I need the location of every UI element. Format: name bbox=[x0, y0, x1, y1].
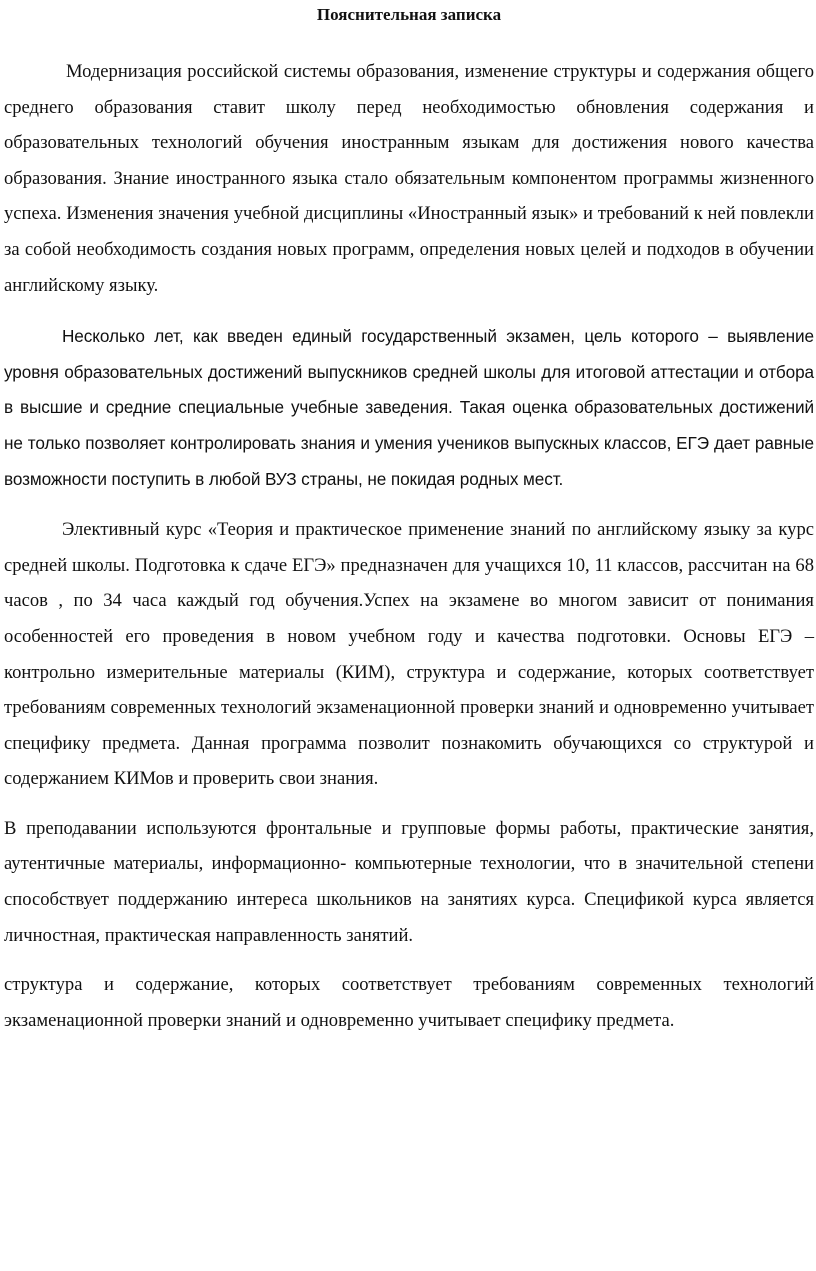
paragraph-modernization: Модернизация российской системы образования, изменение структуры и содержания общего среднего образования ставит школу перед необходимостью обновления содержания и образовательных технологий обучения иностранным языкам для достижения нового качества образования. Знание иностранного языка стало обязательным компонентом программы жизненного успеха. Изменения значения учебной дисциплины «Иностранный язык» и требований к ней повлекли за собой необходимость создания новых программ, определения новых целей и подходов в обучении английскому языку. bbox=[4, 61, 814, 296]
document-title: Пояснительная записка bbox=[316, 5, 502, 24]
paragraph-ege-exam: Несколько лет, как введен единый государственный экзамен, цель которого – выявление уровня образовательных достижений выпускников средней школы для итоговой аттестации и отбора в высшие и средние специальные учебные заведения. Такая оценка образовательных достижений не только позволяет контролировать знания и умения учеников выпускных классов, ЕГЭ дает равные возможности поступить в любой ВУЗ страны, не покидая родных мест. bbox=[4, 326, 814, 489]
paragraph-structure-content: структура и содержание, которых соответствует требованиям современных технологий экзаменационной проверки знаний и одновременно учитывает специфику предмета. bbox=[4, 974, 814, 1031]
paragraph-teaching-methods: В преподавании используются фронтальные и групповые формы работы, практические занятия, аутентичные материалы, информационно- компьютерные технологии, что в значительной степени способствует поддержанию интереса школьников на занятиях курса. Спецификой курса является личностная, практическая направленность занятий. bbox=[4, 817, 814, 946]
paragraph-elective-course: Элективный курс «Теория и практическое применение знаний по английскому языку за курс средней школы. Подготовка к сдаче ЕГЭ» предназначен для учащихся 10, 11 классов, рассчитан на 68 часов , по 34 часа каждый год обучения.Успех на экзамене во многом зависит от понимания особенностей его проведения в новом учебном году и качества подготовки. Основы ЕГЭ – контрольно измерительные материалы (КИМ), структура и содержание, которых соответствует требованиям современных технологий экзаменационной проверки знаний и одновременно учитывает специфику предмета. Данная программа позволит познакомить обучающихся со структурой и содержанием КИМов и проверить свои знания. bbox=[4, 519, 814, 790]
